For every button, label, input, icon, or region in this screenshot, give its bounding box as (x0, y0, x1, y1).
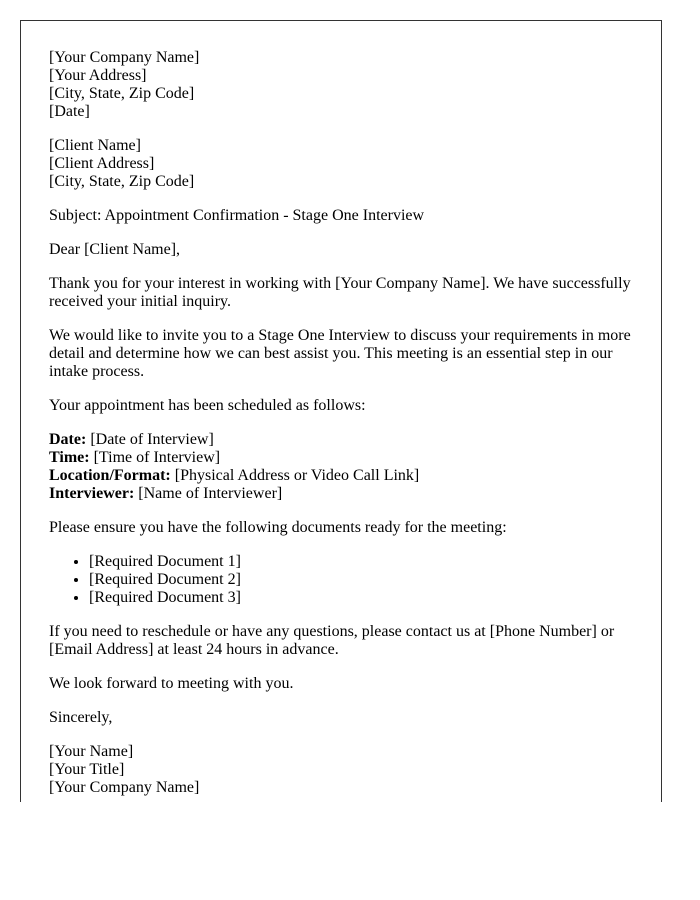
list-item: • [Required Document 2] (89, 571, 633, 589)
recipient-block (49, 137, 633, 191)
signature-name: [Your Name] (49, 743, 134, 760)
sender-block (49, 49, 633, 121)
closing-paragraph: We look forward to meeting with you. (49, 675, 294, 692)
recipient-city: [City, State, Zip Code] (49, 173, 195, 190)
detail-value: [Physical Address or Video Call Link] (170, 467, 420, 484)
contact-paragraph: If you need to reschedule or have any questions, please contact us at [Phone Number] or [Email Address] at least 24 hours in advance. (49, 623, 615, 658)
documents-list (49, 553, 633, 607)
list-item: • [Required Document 1] (89, 553, 633, 571)
salutation: Dear [Client Name], (49, 241, 181, 258)
detail-value: [Date of Interview] (86, 431, 214, 448)
recipient-address: [Client Address] (49, 155, 155, 172)
appointment-details (49, 431, 633, 503)
list-item: • [Required Document 3] (89, 589, 633, 607)
letter-date: [Date] (49, 103, 90, 120)
detail-label: Time: (49, 449, 90, 466)
subject-line: Subject: Appointment Confirmation - Stage One Interview (49, 207, 425, 224)
documents-intro: Please ensure you have the following documents ready for the meeting: (49, 519, 507, 536)
detail-label: Location/Format: (49, 467, 171, 484)
intro-paragraph: Thank you for your interest in working with [Your Company Name]. We have successfully received your initial inquiry. (49, 275, 631, 310)
detail-value: [Time of Interview] (89, 449, 221, 466)
signature-block (49, 743, 633, 797)
detail-location (49, 467, 633, 485)
invite-paragraph: We would like to invite you to a Stage One Interview to discuss your requirements in more detail and determine how we can best assist you. This meeting is an essential step in our intake process. (49, 327, 631, 380)
signature-title: [Your Title] (49, 761, 125, 778)
detail-interviewer (49, 485, 633, 503)
detail-label: Date: (49, 431, 87, 448)
detail-label: Interviewer: (49, 485, 135, 502)
signature-company: [Your Company Name] (49, 779, 200, 796)
closing: Sincerely, (49, 709, 113, 726)
detail-date (49, 431, 633, 449)
schedule-intro: Your appointment has been scheduled as follows: (49, 397, 366, 414)
recipient-name: [Client Name] (49, 137, 141, 154)
sender-address: [Your Address] (49, 67, 147, 84)
detail-value: [Name of Interviewer] (134, 485, 283, 502)
letter-page (20, 20, 662, 802)
sender-city: [City, State, Zip Code] (49, 85, 195, 102)
sender-company: [Your Company Name] (49, 49, 200, 66)
detail-time (49, 449, 633, 467)
